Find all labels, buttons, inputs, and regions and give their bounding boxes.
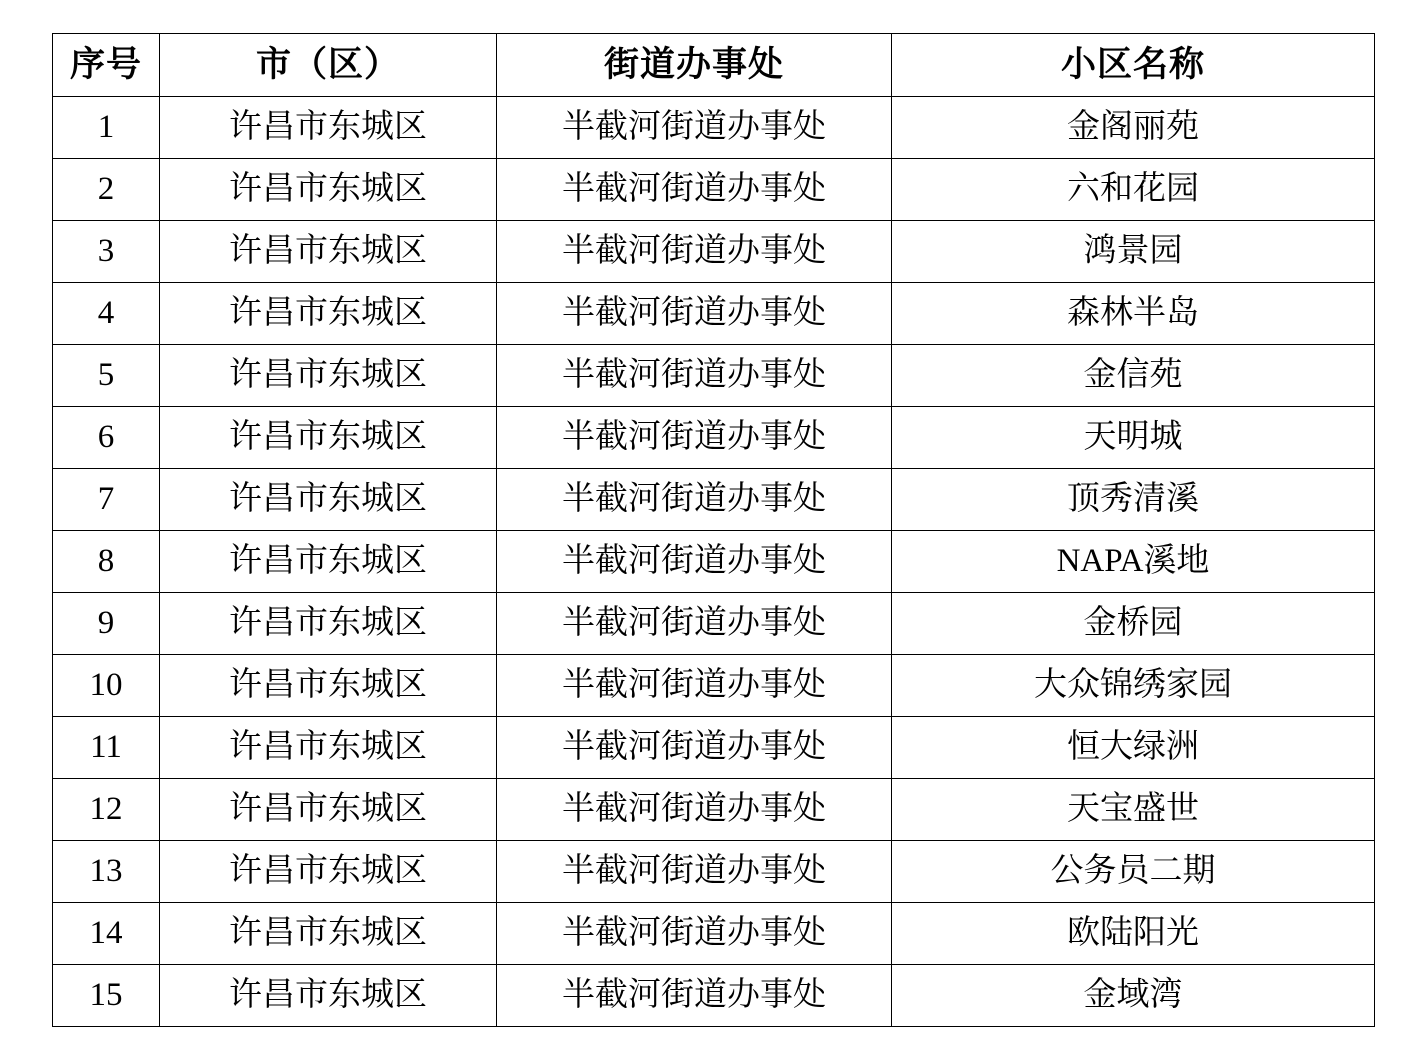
table-body bbox=[53, 97, 1375, 1027]
table-row bbox=[53, 531, 1375, 593]
column-header-community: 小区名称 bbox=[892, 34, 1375, 97]
cell-index: 10 bbox=[53, 655, 160, 717]
table-row bbox=[53, 717, 1375, 779]
table-row bbox=[53, 841, 1375, 903]
cell-street: 半截河街道办事处 bbox=[497, 407, 892, 469]
cell-street: 半截河街道办事处 bbox=[497, 531, 892, 593]
table-container bbox=[52, 33, 1374, 1027]
cell-street: 半截河街道办事处 bbox=[497, 159, 892, 221]
cell-city: 许昌市东城区 bbox=[160, 97, 497, 159]
table-row bbox=[53, 965, 1375, 1027]
cell-city: 许昌市东城区 bbox=[160, 469, 497, 531]
cell-street: 半截河街道办事处 bbox=[497, 965, 892, 1027]
cell-community: 森林半岛 bbox=[892, 283, 1375, 345]
table-row bbox=[53, 593, 1375, 655]
cell-index: 12 bbox=[53, 779, 160, 841]
cell-community: 顶秀清溪 bbox=[892, 469, 1375, 531]
cell-community: 欧陆阳光 bbox=[892, 903, 1375, 965]
cell-community: NAPA溪地 bbox=[892, 531, 1375, 593]
cell-community: 金阁丽苑 bbox=[892, 97, 1375, 159]
cell-city: 许昌市东城区 bbox=[160, 779, 497, 841]
cell-street: 半截河街道办事处 bbox=[497, 841, 892, 903]
cell-city: 许昌市东城区 bbox=[160, 345, 497, 407]
cell-street: 半截河街道办事处 bbox=[497, 779, 892, 841]
cell-city: 许昌市东城区 bbox=[160, 655, 497, 717]
cell-community: 大众锦绣家园 bbox=[892, 655, 1375, 717]
cell-index: 9 bbox=[53, 593, 160, 655]
cell-index: 4 bbox=[53, 283, 160, 345]
table-row bbox=[53, 655, 1375, 717]
cell-index: 2 bbox=[53, 159, 160, 221]
community-list-table bbox=[52, 33, 1375, 1027]
table-row bbox=[53, 469, 1375, 531]
cell-community: 公务员二期 bbox=[892, 841, 1375, 903]
cell-city: 许昌市东城区 bbox=[160, 283, 497, 345]
cell-index: 5 bbox=[53, 345, 160, 407]
cell-community: 金桥园 bbox=[892, 593, 1375, 655]
cell-city: 许昌市东城区 bbox=[160, 531, 497, 593]
cell-street: 半截河街道办事处 bbox=[497, 283, 892, 345]
cell-community: 天宝盛世 bbox=[892, 779, 1375, 841]
table-row bbox=[53, 779, 1375, 841]
table-header-row bbox=[53, 34, 1375, 97]
cell-city: 许昌市东城区 bbox=[160, 407, 497, 469]
cell-city: 许昌市东城区 bbox=[160, 159, 497, 221]
cell-street: 半截河街道办事处 bbox=[497, 345, 892, 407]
cell-street: 半截河街道办事处 bbox=[497, 655, 892, 717]
cell-street: 半截河街道办事处 bbox=[497, 221, 892, 283]
table-row bbox=[53, 159, 1375, 221]
table-row bbox=[53, 221, 1375, 283]
table-header bbox=[53, 34, 1375, 97]
cell-index: 14 bbox=[53, 903, 160, 965]
cell-index: 3 bbox=[53, 221, 160, 283]
cell-community: 恒大绿洲 bbox=[892, 717, 1375, 779]
cell-city: 许昌市东城区 bbox=[160, 593, 497, 655]
cell-street: 半截河街道办事处 bbox=[497, 903, 892, 965]
table-row bbox=[53, 903, 1375, 965]
cell-city: 许昌市东城区 bbox=[160, 841, 497, 903]
table-row bbox=[53, 97, 1375, 159]
cell-community: 金域湾 bbox=[892, 965, 1375, 1027]
table-row bbox=[53, 283, 1375, 345]
cell-community: 六和花园 bbox=[892, 159, 1375, 221]
table-row bbox=[53, 345, 1375, 407]
cell-street: 半截河街道办事处 bbox=[497, 593, 892, 655]
cell-street: 半截河街道办事处 bbox=[497, 717, 892, 779]
column-header-city: 市（区） bbox=[160, 34, 497, 97]
cell-city: 许昌市东城区 bbox=[160, 221, 497, 283]
column-header-index: 序号 bbox=[53, 34, 160, 97]
cell-community: 金信苑 bbox=[892, 345, 1375, 407]
cell-city: 许昌市东城区 bbox=[160, 903, 497, 965]
cell-city: 许昌市东城区 bbox=[160, 717, 497, 779]
cell-community: 天明城 bbox=[892, 407, 1375, 469]
cell-index: 6 bbox=[53, 407, 160, 469]
cell-index: 8 bbox=[53, 531, 160, 593]
table-row bbox=[53, 407, 1375, 469]
cell-index: 15 bbox=[53, 965, 160, 1027]
cell-index: 7 bbox=[53, 469, 160, 531]
column-header-street: 街道办事处 bbox=[497, 34, 892, 97]
cell-index: 13 bbox=[53, 841, 160, 903]
cell-community: 鸿景园 bbox=[892, 221, 1375, 283]
cell-index: 11 bbox=[53, 717, 160, 779]
cell-street: 半截河街道办事处 bbox=[497, 97, 892, 159]
cell-city: 许昌市东城区 bbox=[160, 965, 497, 1027]
cell-street: 半截河街道办事处 bbox=[497, 469, 892, 531]
cell-index: 1 bbox=[53, 97, 160, 159]
